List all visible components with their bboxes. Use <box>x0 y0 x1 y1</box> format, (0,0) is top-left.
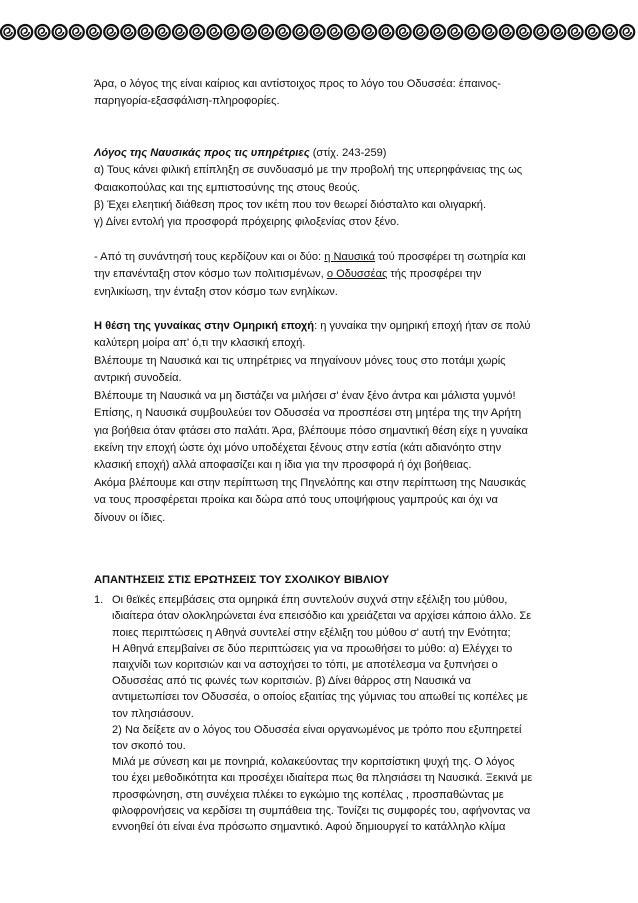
answer-line: εννοηθεί ότι είναι ένα πρόσωπο σημαντικό. Αφού δημιουργεί το κατάλληλο κλίμα <box>112 821 506 834</box>
women-line: αντρική συνοδεία. <box>94 372 182 385</box>
women-line: Ακόμα βλέπουμε και στην περίπτωση της Πηνελόπης και στην περίπτωση της Ναυσικάς <box>94 476 526 489</box>
spiral-curl <box>572 28 580 36</box>
spiral-curl <box>400 28 408 36</box>
answer-line: 2) Να δείξετε αν ο λόγος του Οδυσσέα είναι οργανωμένος με τρόπο που εξυπηρετεί <box>112 723 522 736</box>
spiral-curl <box>176 28 184 36</box>
spiral-ring <box>1 25 15 39</box>
spiral-ring <box>465 25 479 39</box>
answer-line: Μιλά με σύνεση και με πονηριά, κολακεύοντας την κοριτσίστικη ψυχή της. Ο λόγος <box>112 756 515 769</box>
spiral-ring <box>603 25 617 39</box>
spiral-ring <box>448 25 462 39</box>
answer-line: Οδυσσέας από τις φωνές των κοριτσιών. β) Δίνει θάρρος στη Ναυσικά να <box>112 675 471 688</box>
spiral-ring <box>311 25 325 39</box>
text-run: : η γυναίκα την ομηρική εποχή ήταν σε πολύ <box>314 320 531 333</box>
spiral-ring <box>225 25 239 39</box>
spiral-ring <box>362 25 376 39</box>
point-a: α) Τους κάνει φιλική επίπληξη σε συνδυασμό με την προβολή της υπερηφάνειας της ως <box>94 164 523 177</box>
spiral-ring <box>534 25 548 39</box>
spiral-curl <box>434 28 442 36</box>
answer-line: φιλοφρονήσεις να κερδίσει τη συμπάθεια της. Τονίζει τις συμφορές του, αφήνοντας να <box>112 804 531 817</box>
spiral-ring <box>328 25 342 39</box>
question-number: 1. <box>94 594 104 607</box>
spiral-ring <box>276 25 290 39</box>
women-line: καλύτερη μοίρα απ' ό,τι την κλασική εποχή. <box>94 337 306 350</box>
spiral-curl <box>554 28 562 36</box>
answer-line: τον σκοπό του. <box>112 740 186 753</box>
spiral-curl <box>486 28 494 36</box>
spiral-ring <box>139 25 153 39</box>
spiral-ring <box>70 25 84 39</box>
point-c: γ) Δίνει εντολή για προσφορά πρόχειρης φιλοξενίας στον ξένο. <box>94 216 400 229</box>
spiral-curl <box>73 28 81 36</box>
women-position-intro <box>94 318 608 335</box>
answers-heading: ΑΠΑΝΤΗΣΕΙΣ ΣΤΙΣ ΕΡΩΤΗΣΕΙΣ ΤΟΥ ΣΧΟΛΙΚΟΥ ΒΙΒΛΙΟΥ <box>94 574 390 586</box>
spiral-curl <box>417 28 425 36</box>
spiral-ring <box>207 25 221 39</box>
spiral-curl <box>90 28 98 36</box>
women-line: να τους προσφέρεται προίκα και δώρα από τους υποψήφιους γαμπρούς και όχι να <box>94 494 498 507</box>
spiral-ring <box>620 25 634 39</box>
spiral-curl <box>382 28 390 36</box>
answer-line: ποιες περιπτώσεις η Αθηνά συντελεί στην εξέλιξη του μύθου σ' αυτή την Ενότητα; <box>112 626 511 639</box>
spiral-curl <box>142 28 150 36</box>
answer-line: αντιμετωπίσει τον Οδυσσέα, ο οποίος εξαιτίας της γύμνιας του απωθεί τις κοπέλες με <box>112 691 528 704</box>
spiral-curl <box>159 28 167 36</box>
spiral-ring <box>517 25 531 39</box>
answer-line: τον πλησιάσουν. <box>112 707 194 720</box>
spiral-curl <box>124 28 132 36</box>
spiral-curl <box>193 28 201 36</box>
spiral-curl <box>606 28 614 36</box>
decorative-spiral-border <box>0 22 638 42</box>
point-b: β) Έχει ελεητική διάθεση προς τον ικέτη που τον θεωρεί διόσταλτο και ολιγαρκή. <box>94 199 487 212</box>
spiral-ring <box>121 25 135 39</box>
spiral-curl <box>107 28 115 36</box>
women-line: Επίσης, η Ναυσικά συμβουλεύει τον Οδυσσέα να προσπέσει στη μητέρα της την Αρήτη <box>94 407 522 420</box>
spiral-curl <box>314 28 322 36</box>
spiral-curl <box>468 28 476 36</box>
spiral-ring <box>414 25 428 39</box>
spiral-curl <box>279 28 287 36</box>
spiral-ring <box>379 25 393 39</box>
question-1 <box>94 592 608 835</box>
meeting-paragraph <box>94 249 608 266</box>
text-run: τού προσφέρει τη σωτηρία και <box>375 250 526 263</box>
document-body <box>94 76 608 527</box>
spiral-ring <box>397 25 411 39</box>
spiral-ring <box>35 25 49 39</box>
women-line: για βοήθεια όταν φτάσει στο παλάτι. Άρα, βλέπουμε πόσο σημαντική θέση είχε η γυναίκα <box>94 424 528 437</box>
spiral-curl <box>210 28 218 36</box>
women-line: δίνουν οι ίδιες. <box>94 511 166 524</box>
meeting-paragraph-line2 <box>94 266 608 283</box>
women-line: εκείνη την εποχή ώστε όχι μόνο υποδέχεται ξένους στην εστία (κάτι αδιανόητο στην <box>94 441 502 454</box>
section-title-women: Η θέση της γυναίκας στην Ομηρική εποχή <box>94 320 315 333</box>
answer-line: ιδιαίτερα όταν ολοκληρώνεται ένα επεισόδιο και χρειάζεται να αρχίσει κάποιο άλλο. Σε <box>112 610 532 623</box>
spiral-ring <box>156 25 170 39</box>
answer-line: Οι θεϊκές επεμβάσεις στα ομηρικά έπη συντελούν συχνά στην εξέλιξη του μύθου, <box>112 594 508 607</box>
spiral-curl <box>520 28 528 36</box>
spiral-ring <box>345 25 359 39</box>
answers-section <box>94 572 608 835</box>
point-a-continued: Φαιακοπούλας και της εμπιστοσύνης της στους θεούς. <box>94 181 361 194</box>
spiral-ring <box>53 25 67 39</box>
paragraph-summary-line: παρηγορία-εξασφάλιση-πληροφορίες. <box>94 95 280 108</box>
spiral-ring <box>87 25 101 39</box>
odysseas-underlined: ο Οδυσσέας <box>326 268 388 281</box>
meeting-paragraph-line3: ενηλικίωση, την ένταξη στον κόσμο των ενηλίκων. <box>94 285 338 298</box>
spiral-curl <box>21 28 29 36</box>
spiral-curl <box>245 28 253 36</box>
paragraph-summary-line: Άρα, ο λόγος της είναι καίριος και αντίστοιχος προς το λόγο του Οδυσσέα: έπαινος- <box>94 78 501 90</box>
section-nausika-speech <box>94 145 608 162</box>
answer-line: παιχνίδι των κοριτσιών και να αστοχήσει το τόπι, με αποτέλεσμα να ξυπνήσει ο <box>112 659 498 672</box>
spiral-curl <box>296 28 304 36</box>
spiral-ring <box>190 25 204 39</box>
spiral-ring <box>500 25 514 39</box>
spiral-curl <box>262 28 270 36</box>
spiral-ring <box>18 25 32 39</box>
spiral-ring <box>483 25 497 39</box>
spiral-ring <box>569 25 583 39</box>
spiral-curl <box>623 28 631 36</box>
spiral-curl <box>365 28 373 36</box>
question-body <box>112 592 608 835</box>
women-line: Βλέπουμε τη Ναυσικά να μη διστάζει να μιλήσει σ' έναν ξένο άντρα και μάλιστα γυμνό! <box>94 389 516 402</box>
spiral-ring <box>586 25 600 39</box>
nausika-underlined: η Ναυσικά <box>324 250 376 263</box>
answer-line: προσφώνηση, στη συνέχεια πλέκει το εγκώμιο της κοπέλας , προσπαθώντας με <box>112 788 504 801</box>
text-run: τής προσφέρει την <box>387 268 482 281</box>
spiral-ring <box>431 25 445 39</box>
verse-reference: (στίχ. 243-259) <box>309 146 387 159</box>
answer-line: Η Αθηνά επεμβαίνει σε δύο περιπτώσεις για να προωθήσει το μύθο: α) Ελέγχει το <box>112 642 513 655</box>
spiral-ring <box>259 25 273 39</box>
spiral-curl <box>56 28 64 36</box>
text-run: την επανένταξη στον κόσμο των πολιτισμένων, <box>94 268 327 281</box>
spiral-ring <box>173 25 187 39</box>
spiral-curl <box>503 28 511 36</box>
spiral-ring <box>293 25 307 39</box>
women-line: κλασική εποχή) αλλά αποφασίζει και η ίδια για την προσφορά ή όχι βοήθειας. <box>94 459 472 472</box>
spiral-curl <box>228 28 236 36</box>
spiral-curl <box>331 28 339 36</box>
spiral-ring <box>242 25 256 39</box>
spiral-curl <box>4 28 12 36</box>
spiral-curl <box>537 28 545 36</box>
answer-line: του έχει μεθοδικότητα και προσέχει ιδιαίτερα πως θα πλησιάσει τη Ναυσικά. Ξεκινά με <box>112 772 533 785</box>
spiral-ring <box>551 25 565 39</box>
spiral-curl <box>451 28 459 36</box>
spiral-curl <box>348 28 356 36</box>
spiral-curl <box>589 28 597 36</box>
spiral-curl <box>38 28 46 36</box>
text-run: - Από τη συνάντησή τους κερδίζουν και οι δύο: <box>94 250 325 263</box>
women-line: Βλέπουμε τη Ναυσικά και τις υπηρέτριες να πηγαίνουν μόνες τους στο ποτάμι χωρίς <box>94 354 506 367</box>
spiral-ring <box>104 25 118 39</box>
section-title: Λόγος της Ναυσικάς προς τις υπηρέτριες <box>94 146 310 159</box>
